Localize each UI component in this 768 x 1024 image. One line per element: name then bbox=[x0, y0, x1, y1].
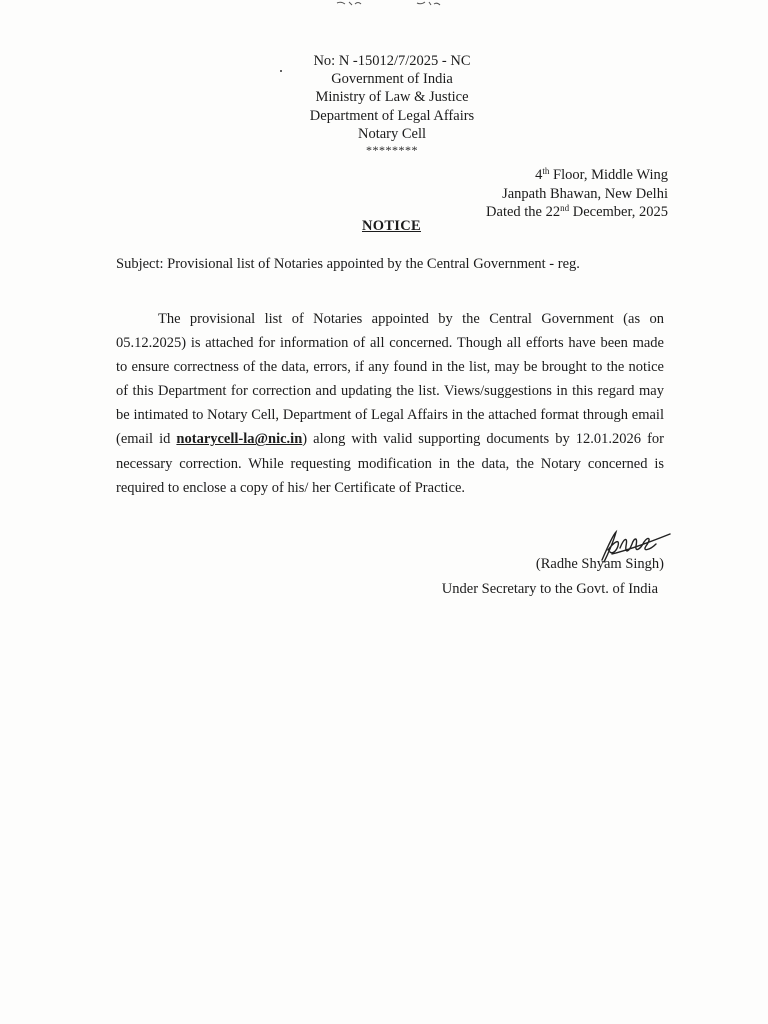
cell-name: Notary Cell bbox=[357, 125, 427, 142]
header-separator: ******** bbox=[366, 143, 418, 158]
ministry-name: Ministry of Law & Justice bbox=[315, 89, 469, 106]
notice-date: Dated the 22nd December, 2025 bbox=[486, 203, 668, 220]
department-name: Department of Legal Affairs bbox=[309, 107, 475, 124]
file-number: No: N -15012/7/2025 - NC bbox=[313, 53, 471, 69]
office-address bbox=[486, 166, 668, 222]
email-link[interactable]: notarycell-la@nic.in bbox=[176, 431, 303, 448]
scan-artifact-marks bbox=[335, 0, 445, 8]
notice-title: NOTICE bbox=[361, 218, 421, 234]
address-building: Janpath Bhawan, New Delhi bbox=[502, 185, 668, 202]
body-text-part1: The provisional list of Notaries appointed by the Central Government (as on 05.12.2025) is attached for information of all concerned. Though all efforts have been made to ensure correctness of the data, errors, if any found in the list, may be brought to the notice of this Department for correction and updating the list. Views/suggestions in this regard may be intimated to Notary Cell, Department of Legal Affairs in the attached format through email (email id bbox=[116, 311, 664, 448]
government-name: Government of India bbox=[331, 71, 453, 88]
letterhead bbox=[250, 52, 534, 157]
address-floor: 4th Floor, Middle Wing bbox=[535, 166, 668, 183]
notice-subject: Subject: Provisional list of Notaries appointed by the Central Government - reg. bbox=[116, 256, 580, 272]
notice-body bbox=[116, 307, 664, 500]
body-text-part2: ) along with valid supporting documents by 12.01.2026 for necessary correction. While requesting modification in the data, the Notary concerned is required to enclose a copy of his/ her Certificate of Practice. bbox=[116, 431, 664, 496]
signatory-designation: Under Secretary to the Govt. of India bbox=[441, 581, 658, 597]
signatory-name: (Radhe Shyam Singh) bbox=[535, 556, 664, 572]
